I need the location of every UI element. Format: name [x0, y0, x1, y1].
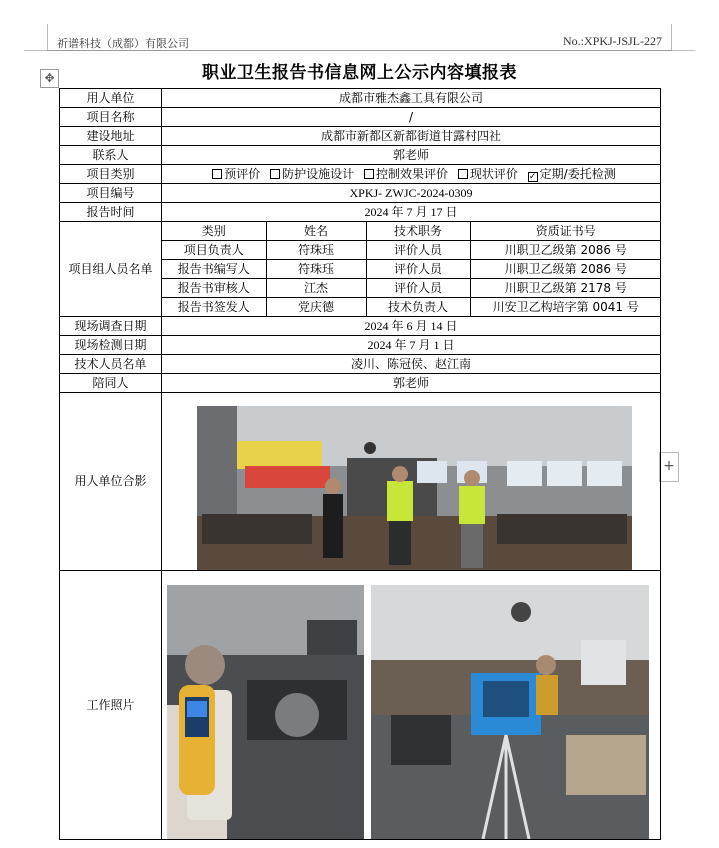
report-date-value[interactable]: 2024 年 7 月 17 日	[162, 203, 661, 222]
escort-value[interactable]: 郭老师	[162, 374, 661, 393]
member-title[interactable]: 评价人员	[366, 260, 470, 279]
category-options	[162, 165, 661, 184]
header-rule	[47, 50, 672, 51]
employer-label: 用人单位	[60, 89, 162, 108]
member-name[interactable]: 符珠珏	[266, 260, 366, 279]
table-row	[60, 146, 661, 165]
team-member-row	[162, 241, 661, 260]
option-label: 现状评价	[469, 166, 518, 181]
member-title[interactable]: 评价人员	[366, 241, 470, 260]
work-photo-1[interactable]	[167, 585, 364, 839]
checkbox-status-evaluation[interactable]	[458, 169, 468, 179]
project-name-value[interactable]: /	[162, 108, 661, 127]
option-label: 防护设施设计	[282, 166, 355, 181]
margin-mark	[24, 50, 47, 51]
survey-date-value[interactable]: 2024 年 6 月 14 日	[162, 317, 661, 336]
member-role: 报告书编写人	[162, 260, 266, 279]
table-move-handle-icon[interactable]: ✥	[40, 69, 59, 88]
member-cert[interactable]: 川职卫乙级第 2178 号	[470, 279, 661, 298]
employer-value[interactable]: 成都市雅杰鑫工具有限公司	[162, 89, 661, 108]
margin-mark	[47, 24, 48, 50]
member-cert[interactable]: 川职卫乙级第 2086 号	[470, 260, 661, 279]
member-name[interactable]: 党庆德	[266, 298, 366, 317]
team-label: 项目组人员名单	[60, 222, 162, 317]
margin-mark	[671, 24, 672, 50]
member-title[interactable]: 评价人员	[366, 279, 470, 298]
project-name-label: 项目名称	[60, 108, 162, 127]
header-company: 祈谱科技（成都）有限公司	[57, 37, 189, 50]
work-photos-label: 工作照片	[60, 571, 162, 840]
checkbox-protection-design[interactable]	[270, 169, 280, 179]
table-row	[60, 336, 661, 355]
column-header: 技术职务	[366, 222, 470, 241]
option-label: 预评价	[224, 166, 261, 181]
table-row	[60, 203, 661, 222]
table-row	[60, 165, 661, 184]
table-row	[60, 317, 661, 336]
category-label: 项目类别	[60, 165, 162, 184]
checkbox-control-effect[interactable]	[364, 169, 374, 179]
address-label: 建设地址	[60, 127, 162, 146]
member-role: 报告书审核人	[162, 279, 266, 298]
table-row	[60, 127, 661, 146]
team-cell	[162, 222, 661, 317]
team-header-row	[162, 222, 661, 241]
contact-value[interactable]: 郭老师	[162, 146, 661, 165]
member-name[interactable]: 符珠珏	[266, 241, 366, 260]
team-table	[162, 222, 661, 316]
checkbox-periodic-testing[interactable]: ✓	[528, 171, 537, 182]
member-name[interactable]: 江杰	[266, 279, 366, 298]
column-header: 类别	[162, 222, 266, 241]
member-title[interactable]: 技术负责人	[366, 298, 470, 317]
member-cert[interactable]: 川职卫乙级第 2086 号	[470, 241, 661, 260]
option-label: 控制效果评价	[375, 166, 448, 181]
table-row	[60, 108, 661, 127]
address-value[interactable]: 成都市新都区新都街道甘露村四社	[162, 127, 661, 146]
test-date-value[interactable]: 2024 年 7 月 1 日	[162, 336, 661, 355]
technicians-label: 技术人员名单	[60, 355, 162, 374]
group-photo[interactable]	[197, 406, 632, 570]
table-row	[60, 374, 661, 393]
project-no-label: 项目编号	[60, 184, 162, 203]
escort-label: 陪同人	[60, 374, 162, 393]
member-role: 项目负责人	[162, 241, 266, 260]
column-header: 姓名	[266, 222, 366, 241]
header-doc-number: No.:XPKJ-JSJL-227	[562, 34, 662, 48]
group-photo-image	[197, 406, 632, 570]
team-member-row	[162, 279, 661, 298]
member-role: 报告书签发人	[162, 298, 266, 317]
table-row	[60, 222, 661, 317]
column-header: 资质证书号	[470, 222, 661, 241]
technicians-value[interactable]: 凌川、陈冠侯、赵江南	[162, 355, 661, 374]
group-photo-label: 用人单位合影	[60, 393, 162, 571]
checkbox-pre-evaluation[interactable]	[212, 169, 222, 179]
team-member-row	[162, 260, 661, 279]
work-photo-2-image	[371, 585, 649, 839]
option-label: 定期/委托检测	[539, 166, 616, 181]
work-photo-1-image	[167, 585, 364, 839]
work-photo-2[interactable]	[371, 585, 649, 839]
contact-label: 联系人	[60, 146, 162, 165]
table-row	[60, 355, 661, 374]
member-cert[interactable]: 川安卫乙构培字第 0041 号	[470, 298, 661, 317]
project-no-value[interactable]: XPKJ- ZWJC-2024-0309	[162, 184, 661, 203]
team-member-row	[162, 298, 661, 317]
add-column-button[interactable]: +	[659, 452, 679, 482]
report-date-label: 报告时间	[60, 203, 162, 222]
table-row	[60, 89, 661, 108]
margin-mark	[672, 50, 695, 51]
page-title: 职业卫生报告书信息网上公示内容填报表	[202, 63, 517, 83]
survey-date-label: 现场调查日期	[60, 317, 162, 336]
test-date-label: 现场检测日期	[60, 336, 162, 355]
table-row	[60, 184, 661, 203]
